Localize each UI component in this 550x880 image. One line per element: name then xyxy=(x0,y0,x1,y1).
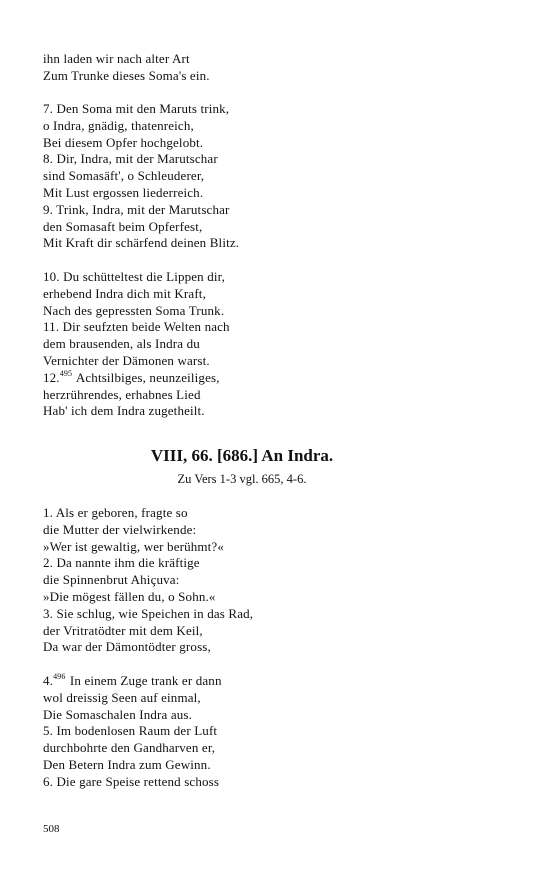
verse-line: dem brausenden, als Indra du xyxy=(43,336,200,352)
verse-line: 9. Trink, Indra, mit der Marutschar xyxy=(43,201,230,217)
verse-line: der Vritratödter mit dem Keil, xyxy=(43,622,203,638)
verse-line: 3. Sie schlug, wie Speichen in das Rad, xyxy=(43,605,254,621)
verse-line: 10. Du schütteltest die Lippen dir, xyxy=(43,269,226,284)
verse-text: Achtsilbiges, neunzeiliges, xyxy=(73,369,220,385)
verse-line: Zum Trunke dieses Soma's ein. xyxy=(43,67,210,83)
verse-line: durchbohrte den Gandharven er, xyxy=(43,740,216,756)
stanza-10-12 xyxy=(43,269,523,420)
verse-line: Die Somaschalen Indra aus. xyxy=(43,706,193,722)
section-heading: VIII, 66. [686.] An Indra. xyxy=(150,446,334,465)
verse-line-footnoted xyxy=(43,370,523,387)
verse-line: 6. Die gare Speise rettend schoss xyxy=(43,773,220,789)
verse-line: 8. Dir, Indra, mit der Marutschar xyxy=(43,151,218,167)
page-number: 508 xyxy=(43,823,60,835)
verse-line: 1. Als er geboren, fragte so xyxy=(43,505,188,520)
verse-line: »Wer ist gewaltig, wer berühmt?« xyxy=(43,538,225,554)
verse-line: 5. Im bodenlosen Raum der Luft xyxy=(43,723,218,739)
verse-number: 4. xyxy=(43,673,54,688)
stanza-4-6 xyxy=(43,673,523,791)
verse-line: o Indra, gnädig, thatenreich, xyxy=(43,117,194,133)
verse-line: erhebend Indra dich mit Kraft, xyxy=(43,285,206,301)
verse-line: den Somasaft beim Opferfest, xyxy=(43,218,203,234)
verse-line: 11. Dir seufzten beide Welten nach xyxy=(43,319,230,335)
verse-line: Den Betern Indra zum Gewinn. xyxy=(43,756,211,772)
verse-line: Bei diesem Opfer hochgelobt. xyxy=(43,134,204,150)
verse-line: Hab' ich dem Indra zugetheilt. xyxy=(43,403,205,419)
verse-line: herzrührendes, erhabnes Lied xyxy=(43,386,201,402)
verse-line: Da war der Dämontödter gross, xyxy=(43,639,211,655)
verse-line: 2. Da nannte ihm die kräftige xyxy=(43,555,200,571)
section-subheading: Zu Vers 1-3 vgl. 665, 4-6. xyxy=(177,472,307,486)
verse-text: In einem Zuge trank er dann xyxy=(66,673,222,688)
verse-line: sind Somasäft', o Schleuderer, xyxy=(43,168,205,184)
verse-line: Mit Kraft dir schärfend deinen Blitz. xyxy=(43,235,240,251)
verse-line: »Die mögest fällen du, o Sohn.« xyxy=(43,588,216,604)
footnote-marker: 495 xyxy=(59,368,73,378)
verse-line: 7. Den Soma mit den Maruts trink, xyxy=(43,101,230,116)
verse-line: Vernichter der Dämonen warst. xyxy=(43,352,210,368)
verse-line-footnoted xyxy=(43,673,523,690)
verse-line: Nach des gepressten Soma Trunk. xyxy=(43,302,225,318)
stanza-top xyxy=(43,51,523,85)
stanza-7-9 xyxy=(43,101,523,252)
stanza-1-3 xyxy=(43,505,523,656)
verse-line: die Spinnenbrut Ahiçuva: xyxy=(43,572,180,588)
footnote-marker: 496 xyxy=(53,672,66,681)
verse-line: die Mutter der vielwirkende: xyxy=(43,521,197,537)
verse-line: wol dreissig Seen auf einmal, xyxy=(43,689,201,705)
verse-number: 12. xyxy=(43,369,60,385)
verse-line: Mit Lust ergossen liederreich. xyxy=(43,184,204,200)
verse-line: ihn laden wir nach alter Art xyxy=(43,51,190,66)
